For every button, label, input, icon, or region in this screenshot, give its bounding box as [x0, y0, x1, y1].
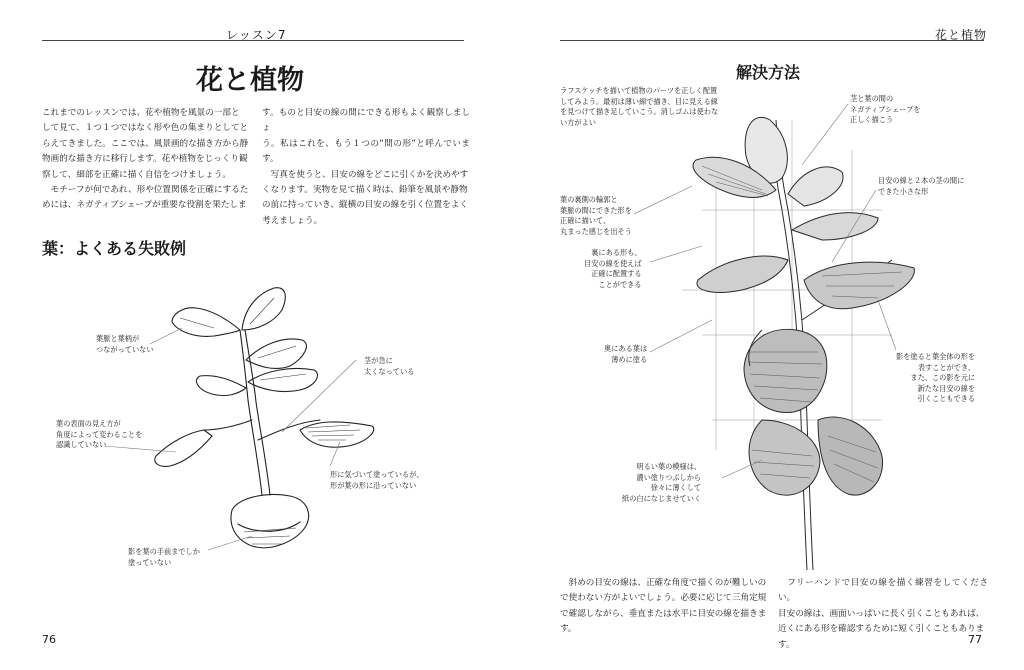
text-line: 目安の線は、画面いっぱいに長く引くこともあれば、 — [778, 608, 985, 619]
text-line: す。 — [778, 639, 795, 650]
caption-c4 — [330, 470, 423, 491]
caption-line: 影を塗ると葉全体の形を — [896, 352, 976, 361]
caption-r4 — [560, 195, 632, 237]
caption-line: できた小さな形 — [878, 186, 929, 196]
caption-line: い方がよい — [560, 117, 596, 127]
caption-line: 目安の線を使えば — [584, 258, 642, 268]
text-line: す。ものと目安の線の間にできる形もよく観察しましょ — [262, 108, 470, 134]
intro-column-1 — [42, 106, 250, 214]
caption-line: 奥にある葉は — [604, 344, 648, 353]
caption-line: 表すことができ、 — [917, 362, 976, 372]
caption-r8 — [622, 462, 701, 504]
running-head-right: 花と植物 — [935, 28, 988, 42]
caption-line: 丸まった感じを出そう — [560, 226, 632, 236]
caption-line: 紙の白になじませていく — [622, 493, 702, 503]
caption-line: 薄めに塗る — [611, 354, 648, 364]
text-line: くなります。実物を見て描く時は、鉛筆を風景や静物 — [262, 185, 468, 196]
caption-line: ネガティブシェープを — [850, 104, 921, 114]
caption-line: 茎が急に — [364, 356, 393, 365]
caption-c5 — [128, 547, 200, 568]
bottom-column-1 — [560, 576, 770, 638]
caption-line: 葉脈の間にできた形を — [560, 205, 632, 215]
text-line: めには、ネガティブシェープが重要な役割を果たしま — [42, 200, 247, 211]
text-line: で使わない方がよいでしょう。必要に応じて三角定規 — [560, 593, 767, 604]
caption-line: 角度によって変わることを — [56, 429, 143, 439]
text-line: らえてきました。ここでは、風景画的な描き方から静 — [42, 138, 249, 149]
page-number-right: 77 — [968, 633, 982, 646]
caption-line: ことができる — [598, 279, 642, 289]
caption-line: 正確に配置する — [591, 269, 642, 278]
caption-line: 明るい葉の模様は、 — [636, 462, 702, 471]
caption-c3 — [56, 419, 142, 451]
text-line: 近くにある形を確認するために短く引くこともありま — [778, 624, 985, 635]
caption-line: 認識していない — [56, 440, 107, 449]
caption-line: 葉の裏側の輪郭と — [560, 195, 618, 204]
caption-line: 形に気づいて塗っているが、 — [330, 470, 424, 479]
caption-line: 形が葉の形に沿っていない — [330, 480, 417, 490]
page-number-left: 76 — [42, 633, 56, 646]
caption-line: 正確に描いて、 — [560, 216, 611, 225]
header-rule-left — [42, 40, 464, 41]
text-line: の前に持っていき、縦横の目安の線を引く位置をよく — [262, 200, 468, 211]
text-line: す。 — [560, 624, 577, 635]
caption-r6 — [604, 344, 647, 365]
caption-line: つながっていない — [96, 344, 154, 354]
text-line: 察して、細部を正確に描く自信をつけましょう。 — [42, 169, 231, 180]
section-heading: 葉：よくある失敗例 — [42, 239, 187, 258]
text-line: う。私はこれを、もう１つの“間の形”と呼んでいます。 — [262, 138, 470, 165]
caption-r5 — [584, 248, 642, 290]
intro-column-2 — [262, 106, 470, 229]
text-line: して見て、１つ１つではなく形や色の集まりとしてと — [42, 123, 249, 134]
caption-r7 — [896, 352, 975, 405]
text-line: 写真を使うと、目安の線をどこに引くかを決めやす — [262, 169, 469, 180]
page-title-left: 花と植物 — [196, 65, 304, 96]
caption-line: 正しく描こう — [850, 115, 894, 124]
right-page — [512, 0, 1024, 670]
caption-c2 — [364, 356, 414, 377]
page-title-right: 解決方法 — [736, 63, 801, 82]
running-head-left: レッスン7 — [226, 28, 287, 42]
caption-line: 徐々に薄くして — [650, 483, 702, 492]
text-line: これまでのレッスンでは、花や植物を風景の一部と — [42, 108, 240, 118]
caption-line: 目安の線と２本の茎の間に — [878, 176, 965, 185]
caption-line: を見つけて描き足していこう。消しゴムは使わな — [560, 107, 719, 116]
text-line: モチーフが何であれ、形や位置関係を正確にするた — [42, 185, 249, 196]
caption-line: 太くなっている — [364, 366, 415, 376]
caption-line: 葉の表面の見え方が — [56, 419, 121, 428]
text-line: で確認しながら、垂直または水平に目安の線を描きま — [560, 608, 767, 619]
caption-line: 葉脈と葉柄が — [96, 334, 140, 343]
caption-line: 影を葉の手前までしか — [128, 547, 200, 556]
caption-line: ラフスケッチを描いて植物のパーツを正しく配置 — [560, 86, 718, 95]
caption-c1 — [96, 334, 154, 355]
caption-r2 — [850, 94, 921, 126]
caption-line: してみよう。最初は薄い線で描き、目に見える線 — [560, 96, 718, 106]
caption-line: また、この影を元に — [910, 373, 976, 382]
caption-line: 濃い塗りつぶしから — [636, 472, 702, 482]
caption-line: 茎と葉の間の — [850, 94, 894, 103]
caption-line: 新たな目安の線を — [917, 383, 976, 393]
caption-line: 引くこともできる — [917, 394, 976, 403]
text-line: 物画的な描き方に移行します。花や植物をじっくり観 — [42, 154, 248, 165]
bottom-column-2 — [778, 576, 988, 653]
caption-line: 裏にある形も、 — [591, 248, 642, 257]
text-line: 斜めの目安の線は、正確な角度で描くのが難しいの — [560, 578, 767, 588]
caption-line: 塗っていない — [128, 557, 172, 567]
text-line: フリーハンドで目安の線を描く練習をしてください。 — [778, 578, 988, 604]
caption-r1 — [560, 86, 718, 128]
text-line: 考えましょう。 — [262, 215, 323, 226]
caption-r3 — [878, 176, 964, 197]
